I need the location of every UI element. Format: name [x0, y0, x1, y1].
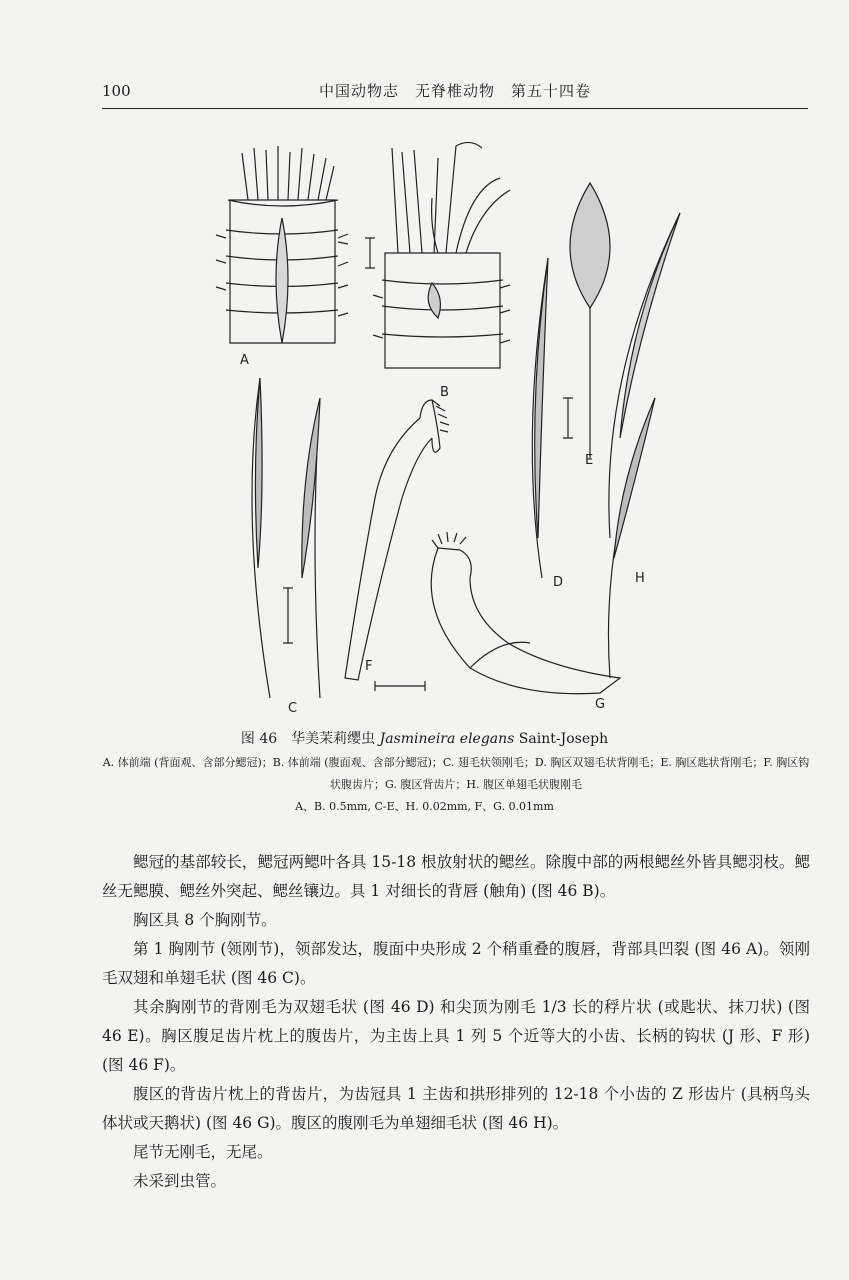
paragraph: 腹区的背齿片枕上的背齿片，为齿冠具 1 主齿和拱形排列的 12-18 个小齿的 Z 形齿片 (具柄鸟头体状或天鹅状) (图 46 G)。腹区的腹刚毛为单翅细毛状 (图 46 H)。	[102, 1085, 810, 1132]
panel-h-label: H	[635, 571, 645, 586]
figure-caption	[0, 728, 849, 748]
figure-legend: A. 体前端 (背面观、含部分鳃冠)；B. 体前端 (腹面观、含部分鳃冠)；C. 翅毛状领刚毛；D. 胸区双翅毛状背刚毛；E. 胸区匙状背刚毛；F. 胸区钩状腹齿片；G. 腹区背齿片；H. 腹区单翅毛状腹刚毛	[102, 756, 810, 791]
paragraph: 未采到虫管。	[133, 1172, 227, 1190]
running-title: 中国动物志 无脊椎动物 第五十四卷	[318, 82, 591, 100]
page-number: 100	[102, 82, 131, 100]
figure-46-drawing	[170, 138, 730, 723]
panel-a-drawing	[216, 146, 375, 343]
panel-c-label: C	[288, 701, 298, 716]
caption-species: Jasmineira elegans	[379, 731, 515, 747]
paragraph: 第 1 胸刚节 (领刚节)，领部发达，腹面中央形成 2 个稍重叠的腹唇，背部具凹裂 (图 46 A)。领刚毛双翅和单翅毛状 (图 46 C)。	[102, 940, 810, 987]
panel-b-label: B	[440, 385, 449, 400]
page-header	[102, 80, 808, 109]
panel-d-label: D	[553, 575, 564, 590]
paragraph: 鳃冠的基部较长，鳃冠两鳃叶各具 15-18 根放射状的鳃丝。除腹中部的两根鳃丝外皆具鳃羽枝。鳃丝无鳃膜、鳃丝外突起、鳃丝镶边。具 1 对细长的背唇 (触角) (图 46 B)。	[102, 853, 810, 900]
caption-author: Saint-Joseph	[514, 731, 609, 747]
panel-f-drawing	[345, 400, 449, 680]
panel-d-drawing	[532, 258, 573, 578]
panel-h-drawing	[608, 398, 655, 678]
caption-prefix: 图 46 华美茉莉缨虫	[240, 731, 380, 747]
panel-b-drawing	[373, 142, 510, 368]
panel-f-label: F	[365, 659, 373, 674]
panel-g-label: G	[595, 697, 606, 712]
panel-a-label: A	[240, 353, 249, 368]
panel-e-label: E	[585, 453, 594, 468]
paragraph: 其余胸刚节的背刚毛为双翅毛状 (图 46 D) 和尖顶为刚毛 1/3 长的稃片状 (或匙状、抹刀状) (图 46 E)。胸区腹足齿片枕上的腹齿片，为主齿上具 1 列 5 个近等大的小齿、长柄的钩状 (J 形、F 形) (图 46 F)。	[102, 998, 810, 1074]
figure-scale: A、B. 0.5mm, C-E、H. 0.02mm, F、G. 0.01mm	[295, 800, 554, 813]
panel-c-drawing	[252, 378, 320, 698]
panel-g-drawing	[375, 532, 620, 694]
paragraph: 胸区具 8 个胸刚节。	[133, 911, 277, 929]
body-text	[102, 848, 810, 1196]
paragraph: 尾节无刚毛，无尾。	[133, 1143, 273, 1161]
figure-46	[170, 138, 730, 723]
